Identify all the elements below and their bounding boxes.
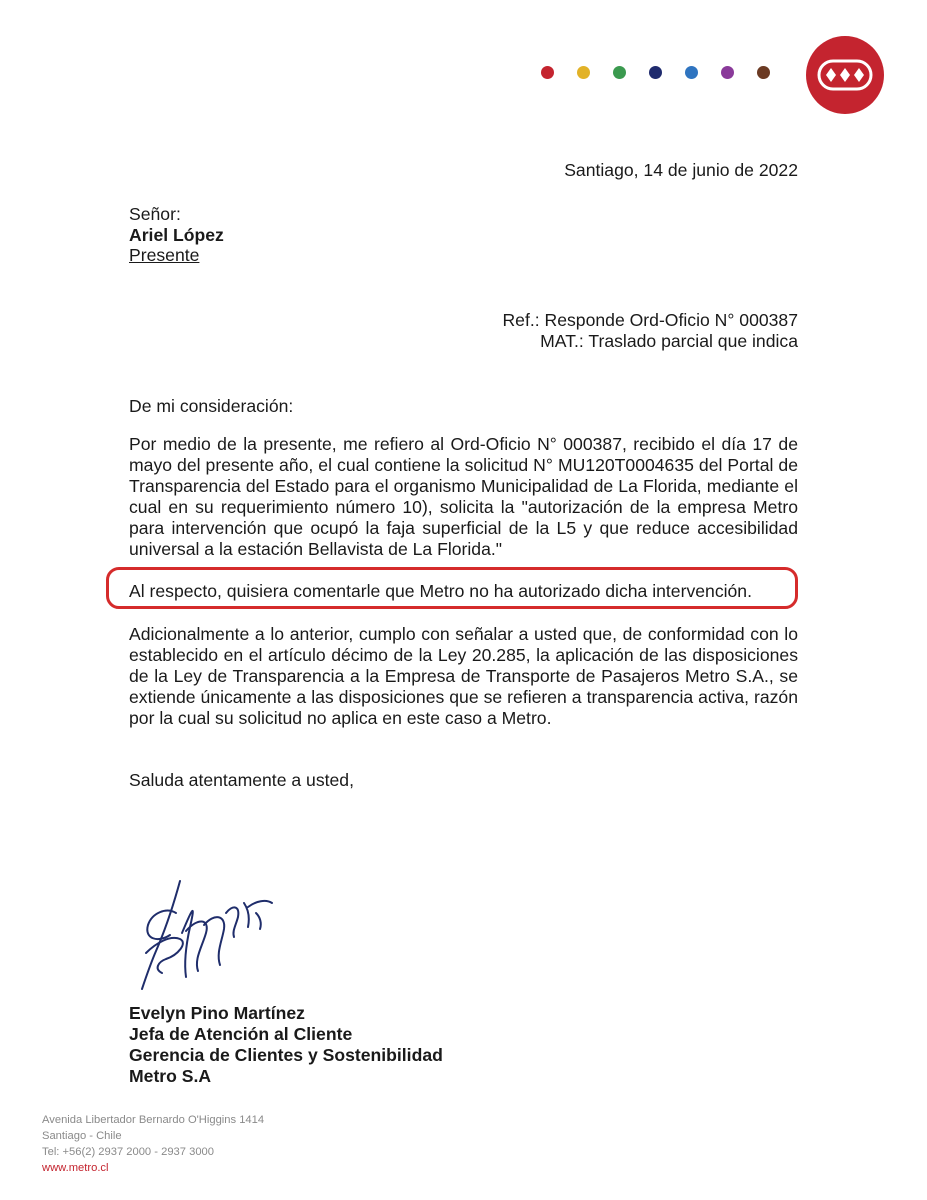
color-dot-1: [541, 66, 554, 79]
paragraph-transparency: Adicionalmente a lo anterior, cumplo con señalar a usted que, de conformidad con lo establecido en el artículo décimo de la Ley 20.285, la aplicación de las disposiciones de la Ley de Transparencia a la Empresa de Transporte de Pasajeros Metro S.A., se extiende únicamente a las disposiciones que se refieren a transparencia activa, razón por la cual su solicitud no aplica en este caso a Metro.: [129, 624, 798, 728]
color-dot-3: [613, 66, 626, 79]
signatory-name: Evelyn Pino Martínez: [129, 1003, 305, 1023]
closing-line: Saluda atentamente a usted,: [129, 770, 354, 790]
presente-label: Presente: [129, 245, 200, 265]
signatory-department: Gerencia de Clientes y Sostenibilidad: [129, 1045, 443, 1065]
reference-line: Ref.: Responde Ord-Oficio N° 000387: [502, 310, 798, 330]
metro-logo: [806, 36, 884, 114]
footer-website[interactable]: www.metro.cl: [42, 1162, 109, 1174]
color-dot-4: [649, 66, 662, 79]
letter-date: Santiago, 14 de junio de 2022: [564, 160, 798, 180]
color-dot-7: [757, 66, 770, 79]
recipient-name: Ariel López: [129, 225, 224, 245]
footer-address: Avenida Libertador Bernardo O'Higgins 1414: [42, 1114, 265, 1126]
color-dot-5: [685, 66, 698, 79]
footer-phone: Tel: +56(2) 2937 2000 - 2937 3000: [42, 1146, 214, 1158]
footer-contact: [42, 1112, 264, 1176]
color-dot-2: [577, 66, 590, 79]
signatory-company: Metro S.A: [129, 1066, 212, 1086]
footer-city: Santiago - Chile: [42, 1130, 122, 1142]
greeting: De mi consideración:: [129, 396, 294, 416]
handwritten-signature: [136, 873, 281, 998]
paragraph-request: Por medio de la presente, me refiero al Ord-Oficio N° 000387, recibido el día 17 de mayo del presente año, el cual contiene la solicitud N° MU120T0004635 del Portal de Transparencia del Estado para el organismo Municipalidad de La Florida, mediante el cual en su requerimiento número 10), solicita la "autorización de la empresa Metro para intervención que ocupó la faja superficial de la L5 y que reduce accesibilidad universal a la estación Bellavista de La Florida.": [129, 434, 798, 559]
salutation-title: Señor:: [129, 204, 181, 224]
subject-line: MAT.: Traslado parcial que indica: [540, 331, 798, 351]
color-dot-6: [721, 66, 734, 79]
paragraph-answer: Al respecto, quisiera comentarle que Metro no ha autorizado dicha intervención.: [129, 581, 752, 601]
signatory-role: Jefa de Atención al Cliente: [129, 1024, 353, 1044]
metro-line-color-dots: [541, 66, 770, 79]
